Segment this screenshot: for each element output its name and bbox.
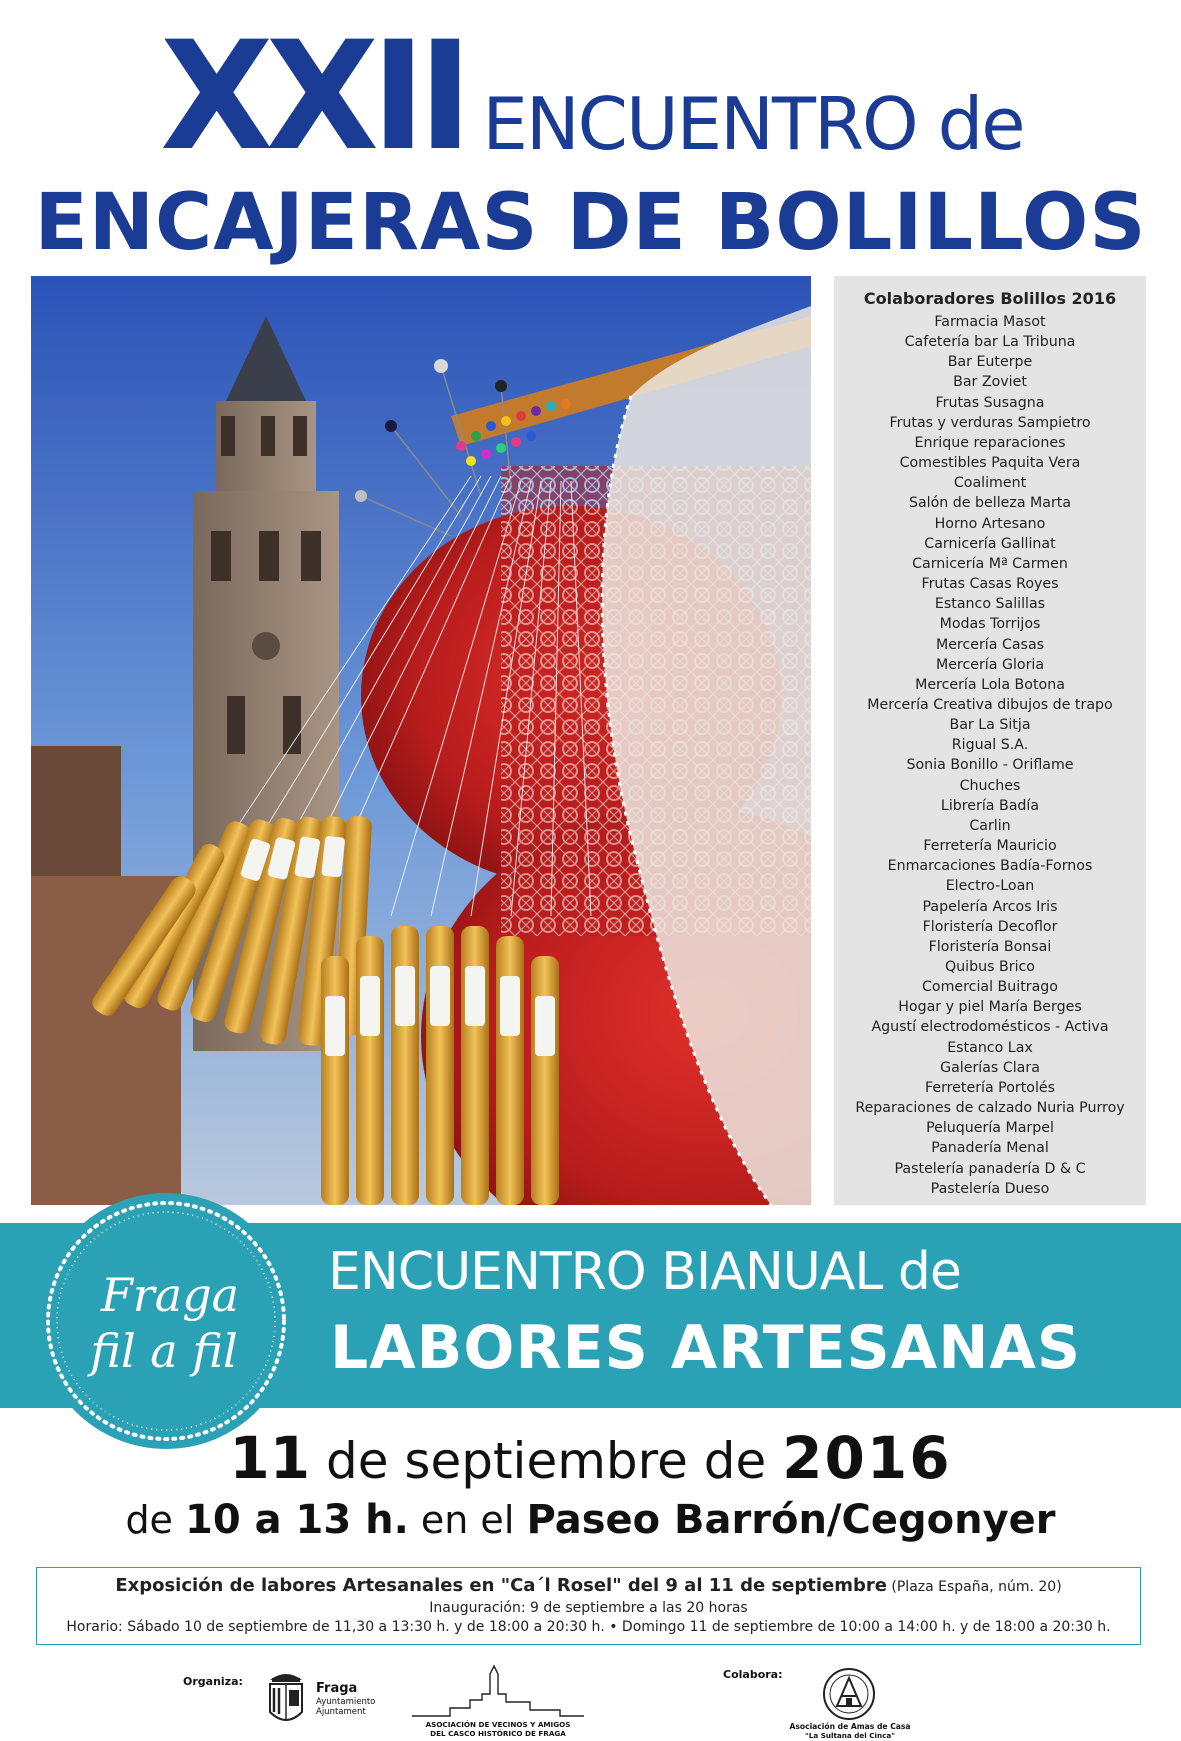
sponsor-item: Quibus Brico [945, 959, 1035, 975]
sponsor-item: Pastelería panadería D & C [894, 1160, 1086, 1177]
date-day: 11 [229, 1424, 311, 1492]
sponsor-item: Carnicería Gallinat [924, 535, 1056, 552]
badge-line1: Fraga [100, 1268, 240, 1322]
place-name: Paseo Barrón/Cegonyer [526, 1497, 1056, 1543]
exposition-headline [37, 1574, 1140, 1599]
place-prefix: en el [408, 1498, 527, 1542]
sponsor-item: Reparaciones de calzado Nuria Purroy [855, 1100, 1125, 1117]
sponsors-list [834, 312, 1146, 1199]
date-month: de septiembre de [310, 1432, 783, 1490]
fraga-ayuntamiento: Ayuntamiento [316, 1697, 376, 1707]
sponsor-item: Salón de belleza Marta [908, 495, 1072, 512]
event-title: ENCUENTRO de [482, 82, 1024, 166]
lace-pillow-photo [31, 276, 811, 1205]
sponsor-item: Estanco Salillas [934, 596, 1046, 613]
sponsor-item: Comestibles Paquita Vera [899, 455, 1081, 472]
sponsor-item: Farmacia Masot [934, 314, 1046, 330]
sponsor-item: Frutas Susagna [935, 394, 1045, 411]
sponsor-item: Librería Badía [940, 797, 1040, 814]
sponsor-item: Carlin [969, 817, 1011, 834]
sponsor-item: Sonia Bonillo - Oriflame [906, 757, 1074, 774]
amas-de-casa-seal-icon [822, 1666, 876, 1722]
sponsor-item: Chuches [959, 777, 1021, 794]
fraga-fil-a-fil-badge [36, 1191, 296, 1451]
sponsor-item: Mercería Lola Botona [915, 676, 1065, 693]
sponsor-item: Frutas Casas Royes [921, 576, 1059, 593]
sponsor-item: Bar La Sitja [949, 717, 1031, 734]
sponsor-item: Mercería Creativa dibujos de trapo [867, 696, 1113, 713]
sponsor-item: Rigual S.A. [951, 737, 1029, 754]
assoc-name-line2: DEL CASCO HISTÓRICO DE FRAGA [430, 1729, 566, 1738]
exposition-title: Exposición de labores Artesanales en "Ca´l Rosel" del 9 al 11 de septiembre [115, 1575, 887, 1596]
sponsor-item: Agustí electrodomésticos - Activa [871, 1019, 1109, 1036]
exposition-inauguration: Inauguración: 9 de septiembre a las 20 horas [429, 1600, 748, 1616]
sponsors-title: Colaboradores Bolillos 2016 [863, 289, 1117, 308]
band-title: ENCUENTRO BIANUAL de [328, 1242, 961, 1302]
exposition-schedule: Horario: Sábado 10 de septiembre de 11,30 a 13:30 h. y de 18:00 a 20:30 h. • Domingo 11 de septiembre de 10:00 a 14:00 h. y de 18:00 a 20:30 h. [66, 1619, 1111, 1635]
sponsor-item: Papelería Arcos Iris [922, 898, 1058, 915]
sponsor-item: Enmarcaciones Badía-Fornos [887, 858, 1093, 875]
sponsors-panel [834, 276, 1146, 1205]
exposition-address: (Plaza España, núm. 20) [886, 1579, 1062, 1595]
amas-name-line2: "La Sultana del Cinca" [805, 1731, 895, 1740]
sponsor-item: Peluquería Marpel [926, 1120, 1054, 1137]
sponsor-item: Hogar y piel María Berges [898, 999, 1082, 1016]
organiza-label: Organiza: [183, 1675, 243, 1688]
exposition-box [36, 1567, 1141, 1645]
sponsor-item: Horno Artesano [934, 515, 1046, 532]
poster-title-line1 [0, 10, 1181, 184]
sponsor-item: Bar Euterpe [947, 354, 1033, 371]
sponsor-item: Mercería Casas [935, 636, 1045, 653]
sponsor-item: Modas Torrijos [939, 616, 1041, 633]
sponsor-item: Panadería Menal [931, 1140, 1049, 1157]
sponsor-item: Ferretería Mauricio [923, 838, 1057, 855]
time-prefix: de [125, 1498, 186, 1542]
casco-historico-skyline-icon [410, 1664, 586, 1724]
sponsor-item: Estanco Lax [947, 1039, 1033, 1056]
sponsor-item: Frutas y verduras Sampietro [889, 414, 1091, 431]
sponsor-item: Floristería Decoflor [922, 918, 1058, 935]
amas-name-line1: Asociación de Amas de Casa [789, 1722, 911, 1731]
badge-line2: fil a fil [90, 1324, 238, 1378]
assoc-name-line1: ASOCIACIÓN DE VECINOS Y AMIGOS [425, 1720, 571, 1729]
sponsor-item: Cafetería bar La Tribuna [904, 334, 1076, 351]
sponsor-item: Ferretería Portolés [924, 1079, 1056, 1096]
sponsor-item: Coaliment [953, 475, 1027, 492]
fraga-ajuntament: Ajuntament [316, 1707, 366, 1717]
sponsor-item: Floristería Bonsai [928, 938, 1052, 955]
sponsor-item: Mercería Gloria [935, 656, 1045, 673]
band-subtitle: LABORES ARTESANAS [330, 1313, 1082, 1383]
colabora-label: Colabora: [723, 1668, 783, 1681]
sponsor-item: Electro-Loan [945, 878, 1035, 895]
event-subtitle: ENCAJERAS DE BOLILLOS [34, 178, 1147, 268]
sponsor-item: Enrique reparaciones [914, 434, 1066, 451]
fraga-name: Fraga [316, 1681, 358, 1696]
sponsor-item: Carnicería Mª Carmen [912, 555, 1068, 572]
sponsor-item: Pastelería Dueso [930, 1180, 1050, 1197]
edition-number: XXII [160, 10, 466, 184]
time-range: 10 a 13 h. [185, 1497, 409, 1543]
date-year: 2016 [782, 1424, 952, 1492]
sponsor-item: Comercial Buitrago [922, 979, 1058, 996]
event-time-place [0, 1492, 1181, 1556]
sponsor-item: Galerías Clara [940, 1059, 1040, 1076]
sponsor-item: Bar Zoviet [953, 374, 1027, 391]
